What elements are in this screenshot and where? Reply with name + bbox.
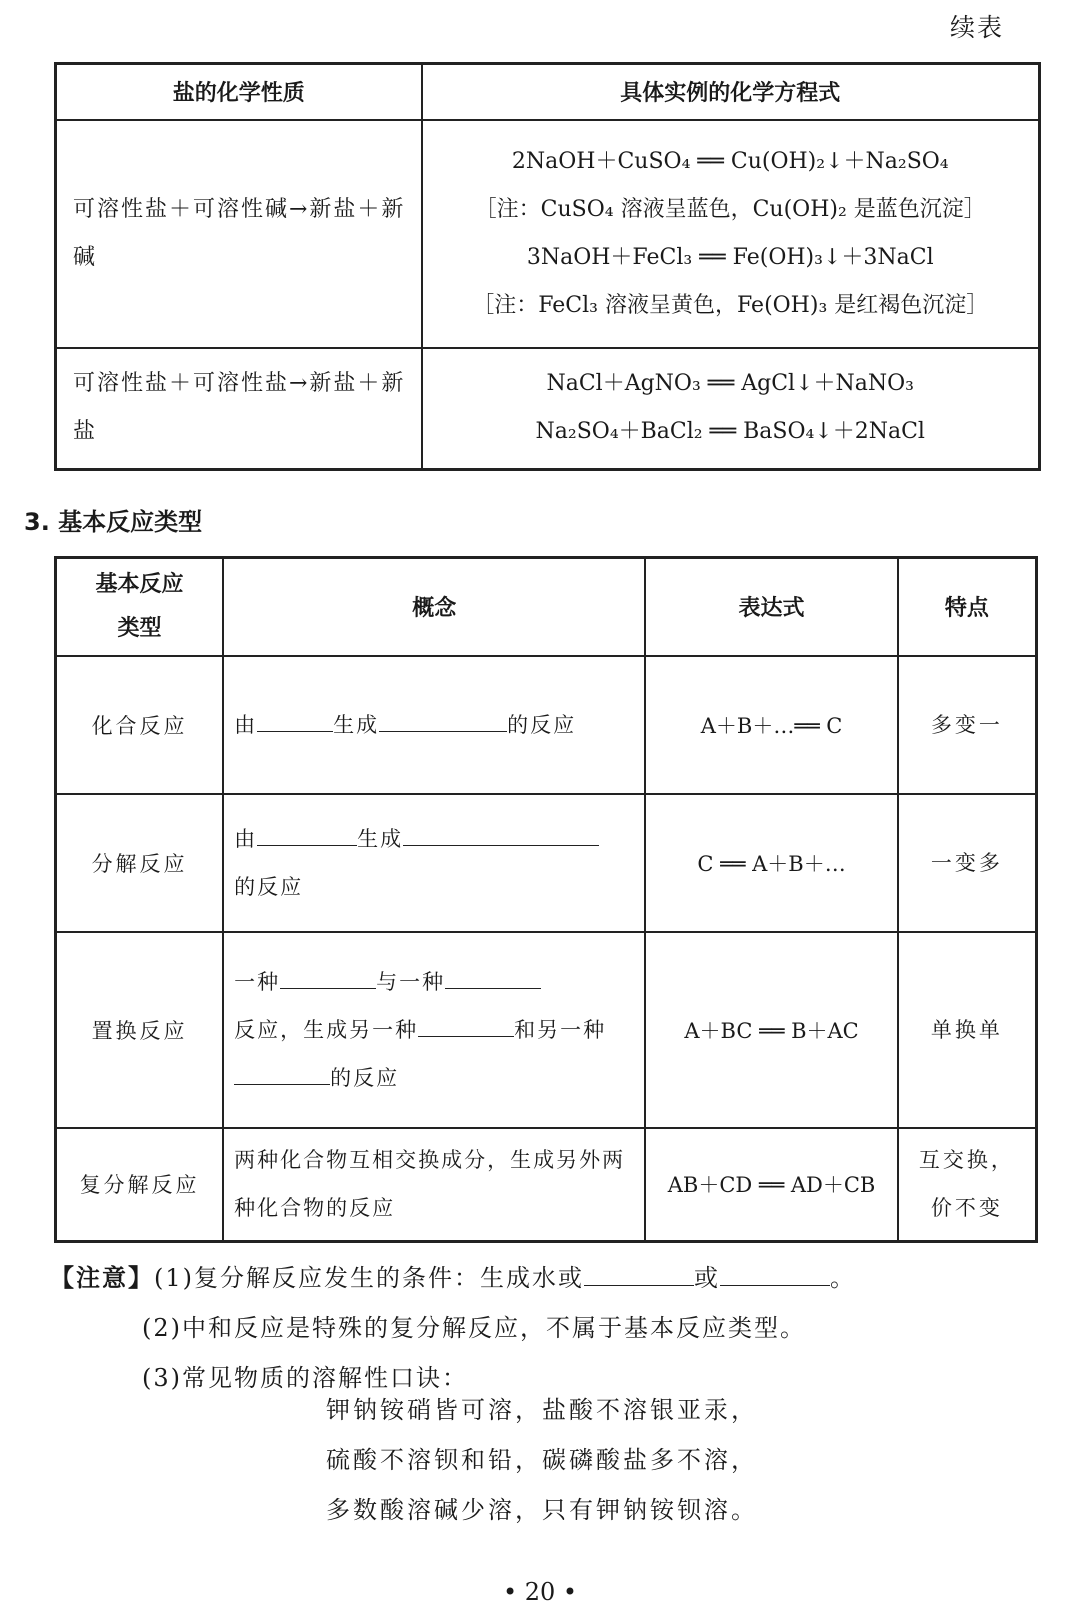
- blank: [257, 709, 333, 732]
- expression: AB＋CD ══ AD＋CB: [645, 1128, 897, 1242]
- blank: [720, 1263, 830, 1286]
- blank: [379, 709, 507, 732]
- header-type: 基本反应类型: [56, 558, 224, 656]
- property-cell: 可溶性盐＋可溶性盐→新盐＋新盐: [56, 348, 422, 470]
- rhyme-line: 钾钠铵硝皆可溶，盐酸不溶银亚汞，: [326, 1396, 758, 1424]
- concept-text: 一种: [234, 969, 281, 994]
- concept-cell: [223, 932, 645, 1128]
- equation-cell: [422, 120, 1040, 348]
- concept-text: 由: [234, 826, 258, 851]
- note-3: (3)常见物质的溶解性口诀：: [142, 1364, 468, 1392]
- feature: 一变多: [898, 794, 1037, 932]
- blank: [403, 823, 599, 846]
- page-number: • 20 •: [502, 1578, 578, 1606]
- concept-cell: 两种化合物互相交换成分，生成另外两种化合物的反应: [223, 1128, 645, 1242]
- concept-text: 和另一种: [514, 1017, 607, 1042]
- blank: [418, 1014, 514, 1037]
- continued-label: 续表: [950, 13, 1005, 42]
- equation-note: ［注：FeCl₃ 溶液呈黄色，Fe(OH)₃ 是红褐色沉淀］: [472, 292, 989, 318]
- concept-text: 生成: [333, 712, 380, 737]
- concept-cell: [223, 794, 645, 932]
- reaction-types-table: [54, 556, 1038, 1243]
- feature: 互交换，价不变: [898, 1128, 1037, 1242]
- note-text: (1)复分解反应发生的条件：生成水或: [154, 1264, 584, 1292]
- header-feature: 特点: [898, 558, 1037, 656]
- note-1: [50, 1258, 856, 1293]
- reaction-type: 复分解反应: [56, 1128, 224, 1242]
- rhyme-line: 多数酸溶碱少溶，只有钾钠铵钡溶。: [326, 1496, 758, 1524]
- concept-text: 与一种: [376, 969, 446, 994]
- equation: 3NaOH＋FeCl₃ ══ Fe(OH)₃↓＋3NaCl: [526, 244, 934, 270]
- blank: [234, 1062, 330, 1085]
- header-expression: 表达式: [645, 558, 897, 656]
- blank: [257, 823, 357, 846]
- salt-properties-table: [54, 62, 1041, 471]
- equation: Na₂SO₄＋BaCl₂ ══ BaSO₄↓＋2NaCl: [535, 419, 925, 445]
- feature: 多变一: [898, 656, 1037, 794]
- blank: [584, 1263, 694, 1286]
- rhyme-line: 硫酸不溶钡和铅，碳磷酸盐多不溶，: [326, 1446, 758, 1474]
- note-label: 【注意】: [50, 1264, 154, 1292]
- concept-text: 生成: [357, 826, 404, 851]
- expression: C ══ A＋B＋…: [645, 794, 897, 932]
- concept-text: 的反应: [330, 1065, 400, 1090]
- header-concept: 概念: [223, 558, 645, 656]
- header-property: 盐的化学性质: [56, 64, 422, 120]
- note-text: 或: [694, 1264, 720, 1292]
- reaction-type: 分解反应: [56, 794, 224, 932]
- equation: 2NaOH＋CuSO₄ ══ Cu(OH)₂↓＋Na₂SO₄: [511, 148, 949, 174]
- expression: A＋BC ══ B＋AC: [645, 932, 897, 1128]
- table-row: [56, 656, 1037, 794]
- table-header-row: [56, 64, 1040, 120]
- table-row: [56, 120, 1040, 348]
- equation-cell: [422, 348, 1040, 470]
- table-row: [56, 932, 1037, 1128]
- table-row: [56, 348, 1040, 470]
- equation-note: ［注：CuSO₄ 溶液呈蓝色，Cu(OH)₂ 是蓝色沉淀］: [474, 196, 986, 222]
- equation: NaCl＋AgNO₃ ══ AgCl↓＋NaNO₃: [546, 371, 915, 397]
- reaction-type: 化合反应: [56, 656, 224, 794]
- reaction-type: 置换反应: [56, 932, 224, 1128]
- table-header-row: [56, 558, 1037, 656]
- note-2: (2)中和反应是特殊的复分解反应，不属于基本反应类型。: [142, 1314, 806, 1342]
- table-row: [56, 1128, 1037, 1242]
- section-title: 3. 基本反应类型: [24, 508, 203, 536]
- concept-text: 的反应: [234, 874, 304, 899]
- concept-text: 的反应: [507, 712, 577, 737]
- concept-cell: [223, 656, 645, 794]
- blank: [445, 966, 541, 989]
- property-cell: 可溶性盐＋可溶性碱→新盐＋新碱: [56, 120, 422, 348]
- note-text: 。: [830, 1264, 856, 1292]
- concept-text: 由: [234, 712, 258, 737]
- concept-text: 反应，生成另一种: [234, 1017, 419, 1042]
- table-row: [56, 794, 1037, 932]
- feature: 单换单: [898, 932, 1037, 1128]
- blank: [280, 966, 376, 989]
- expression: A＋B＋…══ C: [645, 656, 897, 794]
- header-equation: 具体实例的化学方程式: [422, 64, 1040, 120]
